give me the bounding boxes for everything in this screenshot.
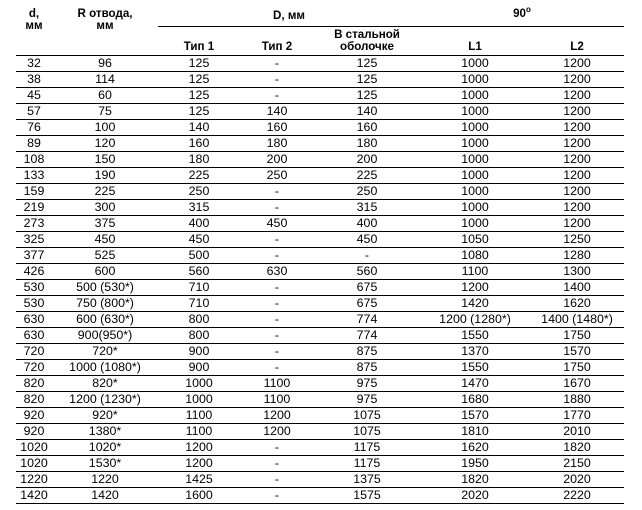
- bend-dimensions-table-container: [16, 6, 624, 504]
- cell-type2: 140: [240, 103, 314, 119]
- cell-l1: 1810: [420, 423, 530, 439]
- header-d-unit: мм: [25, 19, 43, 32]
- cell-r: 190: [52, 167, 158, 183]
- table-row: [16, 359, 624, 375]
- table-row: [16, 215, 624, 231]
- cell-r: 1020*: [52, 439, 158, 455]
- cell-r: 600 (630*): [52, 311, 158, 327]
- cell-steel: 1075: [314, 407, 420, 423]
- cell-type1: 140: [158, 119, 240, 135]
- cell-type2: -: [240, 199, 314, 215]
- table-row: [16, 343, 624, 359]
- cell-type2: -: [240, 439, 314, 455]
- header-angle-value: 90: [513, 7, 526, 20]
- cell-steel: 125: [314, 87, 420, 103]
- cell-steel: 125: [314, 55, 420, 71]
- cell-r: 900(950*): [52, 327, 158, 343]
- table-header: [16, 6, 624, 55]
- cell-d: 57: [16, 103, 52, 119]
- cell-l1: 1200: [420, 279, 530, 295]
- cell-type2: -: [240, 311, 314, 327]
- cell-steel: 315: [314, 199, 420, 215]
- cell-d: 630: [16, 311, 52, 327]
- cell-steel: 180: [314, 135, 420, 151]
- table-row: [16, 135, 624, 151]
- cell-type1: 710: [158, 295, 240, 311]
- cell-l2: 1570: [530, 343, 624, 359]
- table-row: [16, 71, 624, 87]
- cell-r: 60: [52, 87, 158, 103]
- cell-steel: 875: [314, 359, 420, 375]
- cell-d: 219: [16, 199, 52, 215]
- cell-l1: 1550: [420, 327, 530, 343]
- cell-steel: 140: [314, 103, 420, 119]
- cell-steel: 450: [314, 231, 420, 247]
- cell-l2: 1200: [530, 71, 624, 87]
- cell-type2: -: [240, 487, 314, 503]
- cell-type2: -: [240, 279, 314, 295]
- cell-type1: 1100: [158, 407, 240, 423]
- cell-r: 1380*: [52, 423, 158, 439]
- cell-l1: 1080: [420, 247, 530, 263]
- table-row: [16, 183, 624, 199]
- cell-type1: 1200: [158, 439, 240, 455]
- cell-type1: 710: [158, 279, 240, 295]
- table-row: [16, 263, 624, 279]
- cell-l1: 1000: [420, 119, 530, 135]
- cell-d: 920: [16, 423, 52, 439]
- cell-d: 76: [16, 119, 52, 135]
- header-angle-unit: o: [526, 5, 531, 14]
- table-row: [16, 375, 624, 391]
- cell-l1: 1820: [420, 471, 530, 487]
- cell-type1: 125: [158, 103, 240, 119]
- cell-d: 32: [16, 55, 52, 71]
- cell-d: 108: [16, 151, 52, 167]
- table-row: [16, 87, 624, 103]
- cell-d: 820: [16, 391, 52, 407]
- header-steel-casing: [314, 26, 420, 55]
- table-row: [16, 407, 624, 423]
- cell-type2: -: [240, 71, 314, 87]
- cell-l2: 2150: [530, 455, 624, 471]
- cell-steel: 400: [314, 215, 420, 231]
- cell-r: 500 (530*): [52, 279, 158, 295]
- cell-steel: 675: [314, 279, 420, 295]
- cell-steel: 560: [314, 263, 420, 279]
- cell-l1: 1050: [420, 231, 530, 247]
- cell-d: 426: [16, 263, 52, 279]
- cell-steel: 774: [314, 327, 420, 343]
- cell-l2: 1250: [530, 231, 624, 247]
- cell-type1: 900: [158, 343, 240, 359]
- cell-l2: 1200: [530, 167, 624, 183]
- cell-l1: 1470: [420, 375, 530, 391]
- cell-d: 1420: [16, 487, 52, 503]
- cell-type1: 125: [158, 87, 240, 103]
- cell-l1: 1550: [420, 359, 530, 375]
- cell-l2: 1620: [530, 295, 624, 311]
- cell-d: 377: [16, 247, 52, 263]
- cell-l1: 1000: [420, 71, 530, 87]
- table-row: [16, 151, 624, 167]
- cell-d: 530: [16, 295, 52, 311]
- cell-r: 1220: [52, 471, 158, 487]
- cell-l1: 1570: [420, 407, 530, 423]
- cell-type2: -: [240, 343, 314, 359]
- table-body: [16, 55, 624, 503]
- cell-steel: 1075: [314, 423, 420, 439]
- cell-l2: 1880: [530, 391, 624, 407]
- cell-type2: 1100: [240, 375, 314, 391]
- table-row: [16, 423, 624, 439]
- cell-steel: 675: [314, 295, 420, 311]
- cell-steel: 250: [314, 183, 420, 199]
- cell-steel: 774: [314, 311, 420, 327]
- cell-d: 820: [16, 375, 52, 391]
- header-steel-line2: оболочке: [339, 39, 395, 53]
- cell-steel: 225: [314, 167, 420, 183]
- cell-l2: 1670: [530, 375, 624, 391]
- cell-type1: 180: [158, 151, 240, 167]
- cell-d: 325: [16, 231, 52, 247]
- table-row: [16, 119, 624, 135]
- cell-r: 1420: [52, 487, 158, 503]
- cell-l2: 1300: [530, 263, 624, 279]
- cell-type2: -: [240, 295, 314, 311]
- cell-r: 150: [52, 151, 158, 167]
- header-steel-line1: В стальной: [334, 27, 400, 41]
- bend-dimensions-table: [16, 6, 624, 504]
- cell-l1: 1000: [420, 183, 530, 199]
- cell-l2: 1200: [530, 87, 624, 103]
- cell-r: 114: [52, 71, 158, 87]
- cell-l2: 1200: [530, 135, 624, 151]
- cell-type2: -: [240, 183, 314, 199]
- cell-type1: 1200: [158, 455, 240, 471]
- cell-d: 45: [16, 87, 52, 103]
- table-row: [16, 391, 624, 407]
- cell-steel: 975: [314, 375, 420, 391]
- cell-d: 1220: [16, 471, 52, 487]
- table-row: [16, 471, 624, 487]
- table-row: [16, 247, 624, 263]
- cell-l2: 1200: [530, 55, 624, 71]
- cell-steel: 200: [314, 151, 420, 167]
- cell-type2: -: [240, 231, 314, 247]
- cell-l2: 2220: [530, 487, 624, 503]
- cell-steel: 1175: [314, 439, 420, 455]
- cell-type2: -: [240, 471, 314, 487]
- cell-type2: 250: [240, 167, 314, 183]
- cell-l1: 1680: [420, 391, 530, 407]
- cell-type2: -: [240, 359, 314, 375]
- header-D-group: D, мм: [158, 6, 420, 26]
- table-row: [16, 167, 624, 183]
- cell-steel: 160: [314, 119, 420, 135]
- table-row: [16, 455, 624, 471]
- table-row: [16, 327, 624, 343]
- cell-steel: -: [314, 247, 420, 263]
- table-row: [16, 279, 624, 295]
- cell-l2: 1770: [530, 407, 624, 423]
- cell-r: 120: [52, 135, 158, 151]
- cell-l1: 1000: [420, 151, 530, 167]
- cell-l2: 1820: [530, 439, 624, 455]
- header-type2: Тип 2: [240, 26, 314, 55]
- cell-type1: 1600: [158, 487, 240, 503]
- cell-l2: 1200: [530, 199, 624, 215]
- header-r-unit: мм: [96, 19, 114, 32]
- cell-l2: 1400 (1480*): [530, 311, 624, 327]
- cell-type2: -: [240, 327, 314, 343]
- cell-type1: 125: [158, 55, 240, 71]
- cell-type2: -: [240, 455, 314, 471]
- cell-type1: 125: [158, 71, 240, 87]
- cell-r: 300: [52, 199, 158, 215]
- cell-l1: 2020: [420, 487, 530, 503]
- cell-steel: 875: [314, 343, 420, 359]
- cell-steel: 1175: [314, 455, 420, 471]
- header-d: [16, 6, 52, 55]
- table-row: [16, 439, 624, 455]
- cell-type1: 800: [158, 327, 240, 343]
- cell-r: 1000 (1080*): [52, 359, 158, 375]
- cell-l1: 1000: [420, 167, 530, 183]
- cell-type2: 1100: [240, 391, 314, 407]
- cell-type1: 500: [158, 247, 240, 263]
- table-row: [16, 487, 624, 503]
- cell-l1: 1100: [420, 263, 530, 279]
- header-r-label: R отвода,: [77, 7, 133, 20]
- cell-l1: 1000: [420, 103, 530, 119]
- cell-r: 750 (800*): [52, 295, 158, 311]
- cell-r: 225: [52, 183, 158, 199]
- cell-l2: 1750: [530, 327, 624, 343]
- cell-type1: 1000: [158, 375, 240, 391]
- cell-l1: 1000: [420, 199, 530, 215]
- cell-type1: 560: [158, 263, 240, 279]
- cell-l2: 1200: [530, 183, 624, 199]
- cell-r: 1200 (1230*): [52, 391, 158, 407]
- cell-l2: 1200: [530, 119, 624, 135]
- header-angle: [420, 6, 624, 26]
- cell-l1: 1620: [420, 439, 530, 455]
- cell-l2: 1200: [530, 151, 624, 167]
- cell-type2: 630: [240, 263, 314, 279]
- cell-d: 273: [16, 215, 52, 231]
- cell-type1: 1100: [158, 423, 240, 439]
- cell-r: 525: [52, 247, 158, 263]
- cell-l1: 1000: [420, 215, 530, 231]
- table-row: [16, 199, 624, 215]
- cell-type2: -: [240, 247, 314, 263]
- cell-r: 75: [52, 103, 158, 119]
- cell-d: 1020: [16, 439, 52, 455]
- cell-type1: 250: [158, 183, 240, 199]
- table-row: [16, 311, 624, 327]
- cell-l2: 1750: [530, 359, 624, 375]
- cell-d: 159: [16, 183, 52, 199]
- cell-d: 133: [16, 167, 52, 183]
- cell-type2: 180: [240, 135, 314, 151]
- cell-type1: 900: [158, 359, 240, 375]
- cell-type1: 160: [158, 135, 240, 151]
- cell-l2: 2020: [530, 471, 624, 487]
- cell-r: 920*: [52, 407, 158, 423]
- cell-r: 600: [52, 263, 158, 279]
- cell-type2: 450: [240, 215, 314, 231]
- header-r: [52, 6, 158, 55]
- cell-l1: 1420: [420, 295, 530, 311]
- cell-r: 720*: [52, 343, 158, 359]
- cell-l1: 1950: [420, 455, 530, 471]
- cell-d: 1020: [16, 455, 52, 471]
- cell-l2: 1280: [530, 247, 624, 263]
- cell-type2: -: [240, 55, 314, 71]
- cell-steel: 125: [314, 71, 420, 87]
- cell-d: 530: [16, 279, 52, 295]
- cell-type1: 225: [158, 167, 240, 183]
- cell-steel: 1575: [314, 487, 420, 503]
- cell-steel: 975: [314, 391, 420, 407]
- cell-l1: 1000: [420, 55, 530, 71]
- cell-l1: 1000: [420, 87, 530, 103]
- cell-type2: 200: [240, 151, 314, 167]
- cell-type1: 1425: [158, 471, 240, 487]
- cell-r: 450: [52, 231, 158, 247]
- cell-type1: 315: [158, 199, 240, 215]
- cell-r: 375: [52, 215, 158, 231]
- header-l2: L2: [530, 26, 624, 55]
- cell-d: 38: [16, 71, 52, 87]
- cell-d: 720: [16, 359, 52, 375]
- cell-r: 1530*: [52, 455, 158, 471]
- cell-type1: 400: [158, 215, 240, 231]
- cell-steel: 1375: [314, 471, 420, 487]
- cell-type2: 1200: [240, 407, 314, 423]
- cell-d: 920: [16, 407, 52, 423]
- cell-l2: 1200: [530, 103, 624, 119]
- cell-type2: -: [240, 87, 314, 103]
- table-row: [16, 55, 624, 71]
- cell-l1: 1370: [420, 343, 530, 359]
- cell-r: 820*: [52, 375, 158, 391]
- cell-type2: 1200: [240, 423, 314, 439]
- header-d-label: d,: [28, 7, 40, 20]
- cell-type2: 160: [240, 119, 314, 135]
- cell-d: 89: [16, 135, 52, 151]
- cell-r: 100: [52, 119, 158, 135]
- cell-r: 96: [52, 55, 158, 71]
- cell-type1: 1000: [158, 391, 240, 407]
- cell-type1: 800: [158, 311, 240, 327]
- cell-l2: 2010: [530, 423, 624, 439]
- cell-d: 720: [16, 343, 52, 359]
- cell-l2: 1200: [530, 215, 624, 231]
- table-row: [16, 103, 624, 119]
- cell-l1: 1000: [420, 135, 530, 151]
- table-row: [16, 295, 624, 311]
- cell-type1: 450: [158, 231, 240, 247]
- table-row: [16, 231, 624, 247]
- header-type1: Тип 1: [158, 26, 240, 55]
- cell-l1: 1200 (1280*): [420, 311, 530, 327]
- cell-d: 630: [16, 327, 52, 343]
- header-l1: L1: [420, 26, 530, 55]
- cell-l2: 1400: [530, 279, 624, 295]
